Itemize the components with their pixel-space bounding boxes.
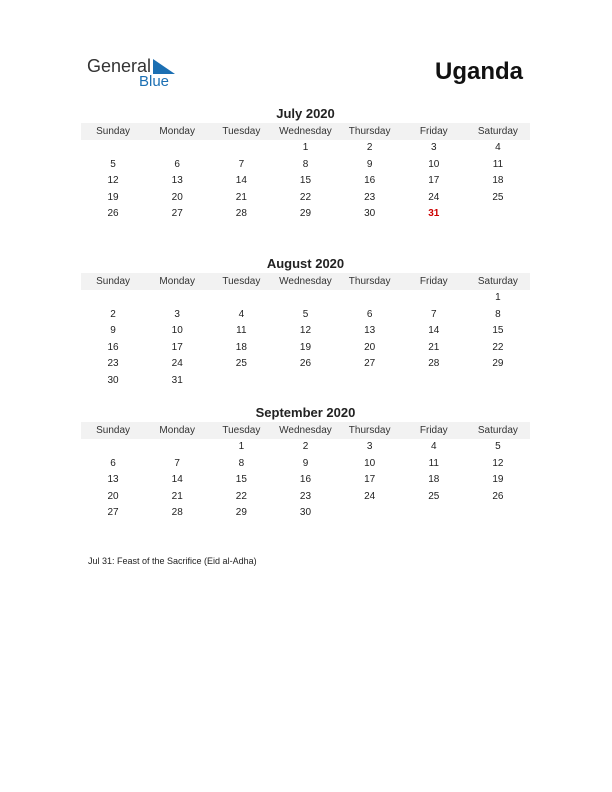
day-cell: 22 <box>235 490 247 502</box>
day-cell <box>466 505 530 522</box>
day-cell: 20 <box>171 191 183 203</box>
day-cell <box>81 140 145 157</box>
day-cell: 28 <box>235 208 247 220</box>
day-cell: 7 <box>174 457 180 469</box>
day-cell: 27 <box>364 358 376 370</box>
day-cell: 13 <box>364 325 376 337</box>
day-cell: 17 <box>171 341 183 353</box>
weekday-header-row <box>81 273 530 290</box>
day-cell: 25 <box>428 490 440 502</box>
week-row <box>81 489 530 506</box>
day-cell: 21 <box>428 341 440 353</box>
day-cell: 27 <box>171 208 183 220</box>
day-cell: 15 <box>492 325 504 337</box>
day-cell: 4 <box>495 142 501 153</box>
day-cell <box>81 439 145 456</box>
day-cell: 6 <box>174 158 180 170</box>
day-cell: 8 <box>495 308 501 320</box>
day-cell <box>209 290 273 307</box>
month-title: July 2020 <box>276 106 335 121</box>
weekday-label: Wednesday <box>279 126 332 137</box>
weekday-label: Tuesday <box>222 126 261 137</box>
day-cell: 2 <box>302 441 309 452</box>
week-row <box>81 340 530 357</box>
day-cell: 25 <box>492 191 504 203</box>
day-cell: 29 <box>235 507 247 519</box>
day-cell <box>145 290 209 307</box>
day-cell: 18 <box>492 175 504 187</box>
day-cell: 9 <box>302 457 309 469</box>
week-row <box>81 323 530 340</box>
day-cell: 11 <box>428 457 439 469</box>
day-cell: 20 <box>107 490 119 502</box>
weekday-header-row <box>81 422 530 439</box>
day-cell <box>466 206 530 223</box>
week-row <box>81 373 530 390</box>
day-cell: 16 <box>364 175 376 187</box>
day-cell: 23 <box>107 358 119 370</box>
day-cell: 10 <box>171 325 183 337</box>
day-cell: 10 <box>428 158 440 170</box>
day-cell: 24 <box>171 358 183 370</box>
holiday-day-cell: 31 <box>428 208 440 220</box>
weekday-label: Monday <box>159 126 195 137</box>
day-cell: 19 <box>107 191 119 203</box>
day-cell <box>81 290 145 307</box>
day-cell: 1 <box>495 292 501 303</box>
day-cell: 31 <box>171 374 183 386</box>
day-cell: 11 <box>492 158 504 170</box>
month-calendar-august <box>81 255 530 390</box>
weekday-label: Wednesday <box>279 276 332 287</box>
day-cell <box>402 505 466 522</box>
week-row <box>81 439 530 456</box>
weekday-label: Thursday <box>348 276 391 287</box>
day-cell: 8 <box>302 158 309 170</box>
holiday-note: Jul 31: Feast of the Sacrifice (Eid al-Adha) <box>88 556 257 566</box>
day-cell: 16 <box>299 474 312 486</box>
day-cell: 22 <box>299 191 312 203</box>
day-cell: 9 <box>110 325 116 337</box>
day-cell: 18 <box>428 474 440 486</box>
week-row <box>81 157 530 174</box>
day-cell: 28 <box>428 358 440 370</box>
day-cell: 29 <box>299 208 312 220</box>
day-cell: 12 <box>299 325 312 337</box>
month-calendar-july <box>81 105 530 223</box>
day-cell: 16 <box>107 341 119 353</box>
month-title: August 2020 <box>266 256 345 271</box>
week-row <box>81 140 530 157</box>
day-cell: 5 <box>495 441 501 452</box>
day-cell: 28 <box>171 507 183 519</box>
day-cell <box>145 140 209 157</box>
day-cell <box>209 373 273 390</box>
day-cell: 19 <box>299 341 312 353</box>
day-cell: 25 <box>235 358 247 370</box>
day-cell <box>273 373 337 390</box>
weekday-label: Thursday <box>348 425 391 436</box>
day-cell: 24 <box>428 191 440 203</box>
day-cell: 26 <box>492 490 504 502</box>
day-cell: 29 <box>492 358 504 370</box>
day-cell <box>338 373 402 390</box>
week-row <box>81 290 530 307</box>
weekday-label: Friday <box>419 425 448 436</box>
day-cell: 14 <box>171 474 183 486</box>
day-cell: 30 <box>364 208 376 220</box>
day-cell <box>273 290 337 307</box>
day-cell: 19 <box>492 474 504 486</box>
day-cell: 9 <box>366 158 373 170</box>
day-cell: 7 <box>430 308 437 320</box>
month-calendar-september <box>81 404 530 522</box>
month-title: September 2020 <box>255 405 356 420</box>
weekday-label: Friday <box>419 126 448 137</box>
logo-text-general: General <box>87 56 152 76</box>
day-cell: 12 <box>107 175 119 187</box>
week-row <box>81 505 530 522</box>
week-row <box>81 307 530 324</box>
day-cell: 14 <box>235 175 247 187</box>
day-cell <box>338 290 402 307</box>
day-cell: 5 <box>302 308 309 320</box>
week-row <box>81 356 530 373</box>
day-cell: 26 <box>299 358 312 370</box>
day-cell <box>402 373 466 390</box>
country-title: Uganda <box>434 58 523 85</box>
day-cell: 3 <box>366 441 373 452</box>
day-cell: 6 <box>110 457 116 469</box>
day-cell: 2 <box>110 308 116 320</box>
day-cell: 22 <box>492 341 504 353</box>
weekday-header-row <box>81 123 530 140</box>
weekday-label: Saturday <box>477 425 518 436</box>
day-cell: 8 <box>238 457 245 469</box>
day-cell: 23 <box>364 191 376 203</box>
weekday-label: Monday <box>159 276 195 287</box>
day-cell: 30 <box>299 507 312 519</box>
day-cell: 10 <box>364 457 376 469</box>
brand-logo <box>87 56 187 92</box>
logo-text-blue: Blue <box>139 73 170 90</box>
day-cell: 1 <box>238 441 245 452</box>
day-cell: 15 <box>299 175 312 187</box>
day-cell: 18 <box>235 341 247 353</box>
day-cell: 3 <box>430 142 437 153</box>
day-cell: 13 <box>171 175 183 187</box>
weekday-label: Sunday <box>96 276 131 287</box>
week-row <box>81 190 530 207</box>
day-cell: 13 <box>107 474 119 486</box>
day-cell: 15 <box>235 474 247 486</box>
weekday-label: Monday <box>159 425 195 436</box>
day-cell: 26 <box>107 208 119 220</box>
day-cell: 21 <box>171 490 183 502</box>
day-cell: 27 <box>107 507 119 519</box>
week-row <box>81 173 530 190</box>
week-row <box>81 456 530 473</box>
day-cell: 21 <box>235 191 247 203</box>
weekday-label: Sunday <box>96 126 131 137</box>
day-cell <box>402 290 466 307</box>
day-cell: 5 <box>110 158 116 170</box>
day-cell: 3 <box>174 308 180 320</box>
weekday-label: Saturday <box>477 276 518 287</box>
day-cell: 6 <box>366 308 373 320</box>
day-cell: 4 <box>238 308 245 320</box>
day-cell: 4 <box>430 441 437 452</box>
day-cell: 7 <box>238 158 245 170</box>
day-cell: 17 <box>428 175 440 187</box>
weekday-label: Thursday <box>348 126 391 137</box>
day-cell: 14 <box>428 325 440 337</box>
week-row <box>81 472 530 489</box>
day-cell: 1 <box>302 142 309 153</box>
day-cell <box>338 505 402 522</box>
day-cell: 11 <box>236 325 247 337</box>
day-cell <box>145 439 209 456</box>
day-cell <box>466 373 530 390</box>
week-row <box>81 206 530 223</box>
weekday-label: Tuesday <box>222 425 261 436</box>
day-cell: 20 <box>364 341 376 353</box>
day-cell: 17 <box>364 474 376 486</box>
weekday-label: Sunday <box>96 425 131 436</box>
weekday-label: Friday <box>419 276 448 287</box>
weekday-label: Tuesday <box>222 276 261 287</box>
day-cell: 30 <box>107 374 119 386</box>
weekday-label: Saturday <box>477 126 518 137</box>
day-cell: 2 <box>366 142 373 153</box>
day-cell: 12 <box>492 457 504 469</box>
weekday-label: Wednesday <box>279 425 332 436</box>
day-cell: 23 <box>299 490 312 502</box>
day-cell <box>209 140 273 157</box>
day-cell: 24 <box>364 490 376 502</box>
